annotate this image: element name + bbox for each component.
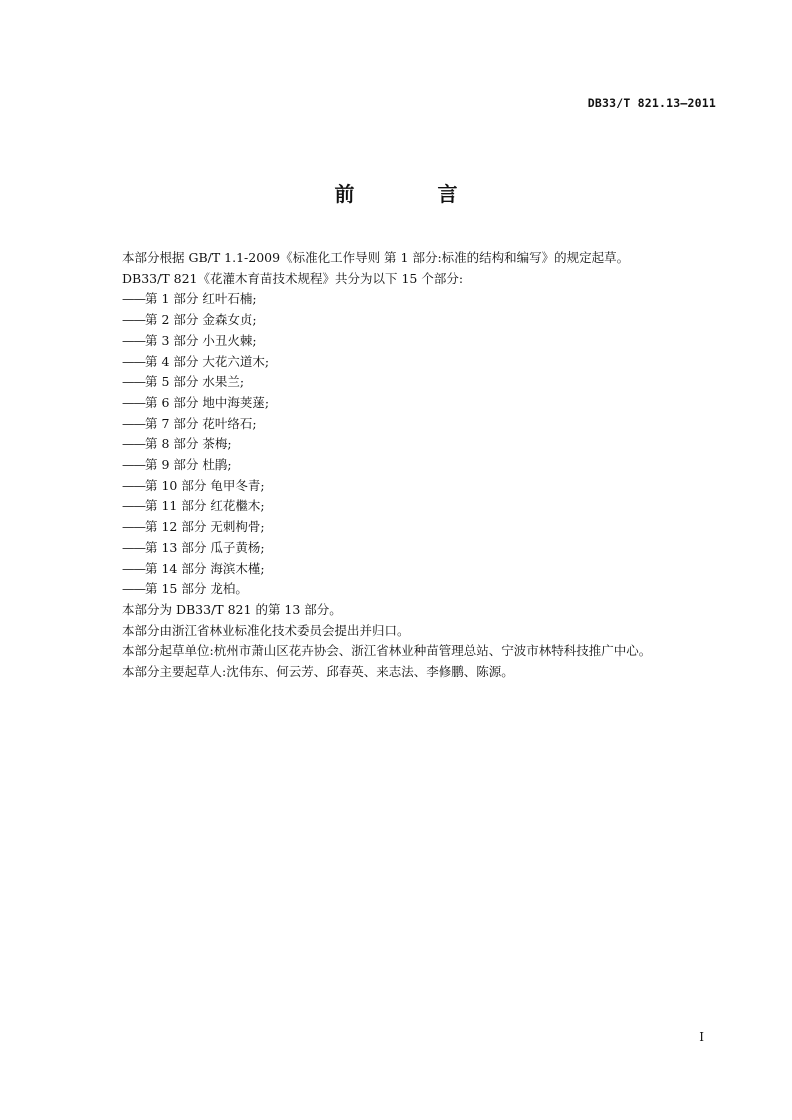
intro-line: DB33/T 821《花灌木育苗技术规程》共分为以下 15 个部分:	[122, 270, 464, 286]
part-item	[122, 414, 732, 435]
foreword-body	[122, 248, 732, 683]
dash-marker: ——	[122, 332, 145, 348]
part-text: 第 5 部分 水果兰;	[145, 374, 245, 390]
part-item	[122, 393, 732, 414]
intro-line: 本部分根据 GB/T 1.1-2009《标准化工作导则 第 1 部分:标准的结构和编写》的规定起草。	[122, 250, 630, 265]
part-text: 第 4 部分 大花六道木;	[145, 353, 270, 369]
part-text: 第 3 部分 小丑火棘;	[145, 332, 257, 348]
closing-line: 本部分起草单位:杭州市萧山区花卉协会、浙江省林业种苗管理总站、宁波市林特科技推广中心。	[122, 643, 652, 659]
dash-marker: ——	[122, 581, 145, 597]
part-text: 第 2 部分 金森女贞;	[145, 312, 257, 328]
closing-line: 本部分主要起草人:沈伟东、何云芳、邱春英、来志法、李修鹏、陈源。	[122, 664, 514, 680]
part-item	[122, 538, 732, 559]
part-item	[122, 352, 732, 373]
part-item	[122, 331, 732, 352]
part-text: 第 14 部分 海滨木槿;	[145, 560, 265, 576]
part-item	[122, 310, 732, 331]
dash-marker: ——	[122, 519, 145, 535]
dash-marker: ——	[122, 560, 145, 576]
dash-marker: ——	[122, 415, 145, 431]
part-text: 第 7 部分 花叶络石;	[145, 415, 257, 431]
part-text: 第 1 部分 红叶石楠;	[145, 291, 257, 307]
dash-marker: ——	[122, 477, 145, 493]
part-text: 第 9 部分 杜鹃;	[145, 457, 232, 473]
part-item	[122, 496, 732, 517]
dash-marker: ——	[122, 394, 145, 410]
dash-marker: ——	[122, 457, 145, 473]
dash-marker: ——	[122, 374, 145, 390]
part-text: 第 6 部分 地中海荚蒾;	[145, 394, 270, 410]
page-number: I	[699, 1030, 704, 1044]
page-title: 前 言	[334, 182, 496, 206]
part-item	[122, 517, 732, 538]
part-item	[122, 434, 732, 455]
dash-marker: ——	[122, 539, 145, 555]
dash-marker: ——	[122, 353, 145, 369]
part-text: 第 10 部分 龟甲冬青;	[145, 477, 265, 493]
part-item	[122, 559, 732, 580]
dash-marker: ——	[122, 436, 145, 452]
dash-marker: ——	[122, 498, 145, 514]
part-item	[122, 579, 732, 600]
part-text: 第 8 部分 茶梅;	[145, 436, 232, 452]
part-text: 第 11 部分 红花檵木;	[145, 498, 265, 514]
part-text: 第 12 部分 无刺枸骨;	[145, 519, 265, 535]
part-item	[122, 476, 732, 497]
closing-line: 本部分由浙江省林业标准化技术委员会提出并归口。	[122, 622, 410, 638]
part-item	[122, 455, 732, 476]
dash-marker: ——	[122, 312, 145, 328]
part-item	[122, 289, 732, 310]
document-code: DB33/T 821.13—2011	[587, 96, 716, 110]
part-text: 第 13 部分 瓜子黄杨;	[145, 539, 265, 555]
part-item	[122, 372, 732, 393]
dash-marker: ——	[122, 291, 145, 307]
part-text: 第 15 部分 龙柏。	[145, 581, 248, 597]
closing-line: 本部分为 DB33/T 821 的第 13 部分。	[122, 601, 342, 617]
